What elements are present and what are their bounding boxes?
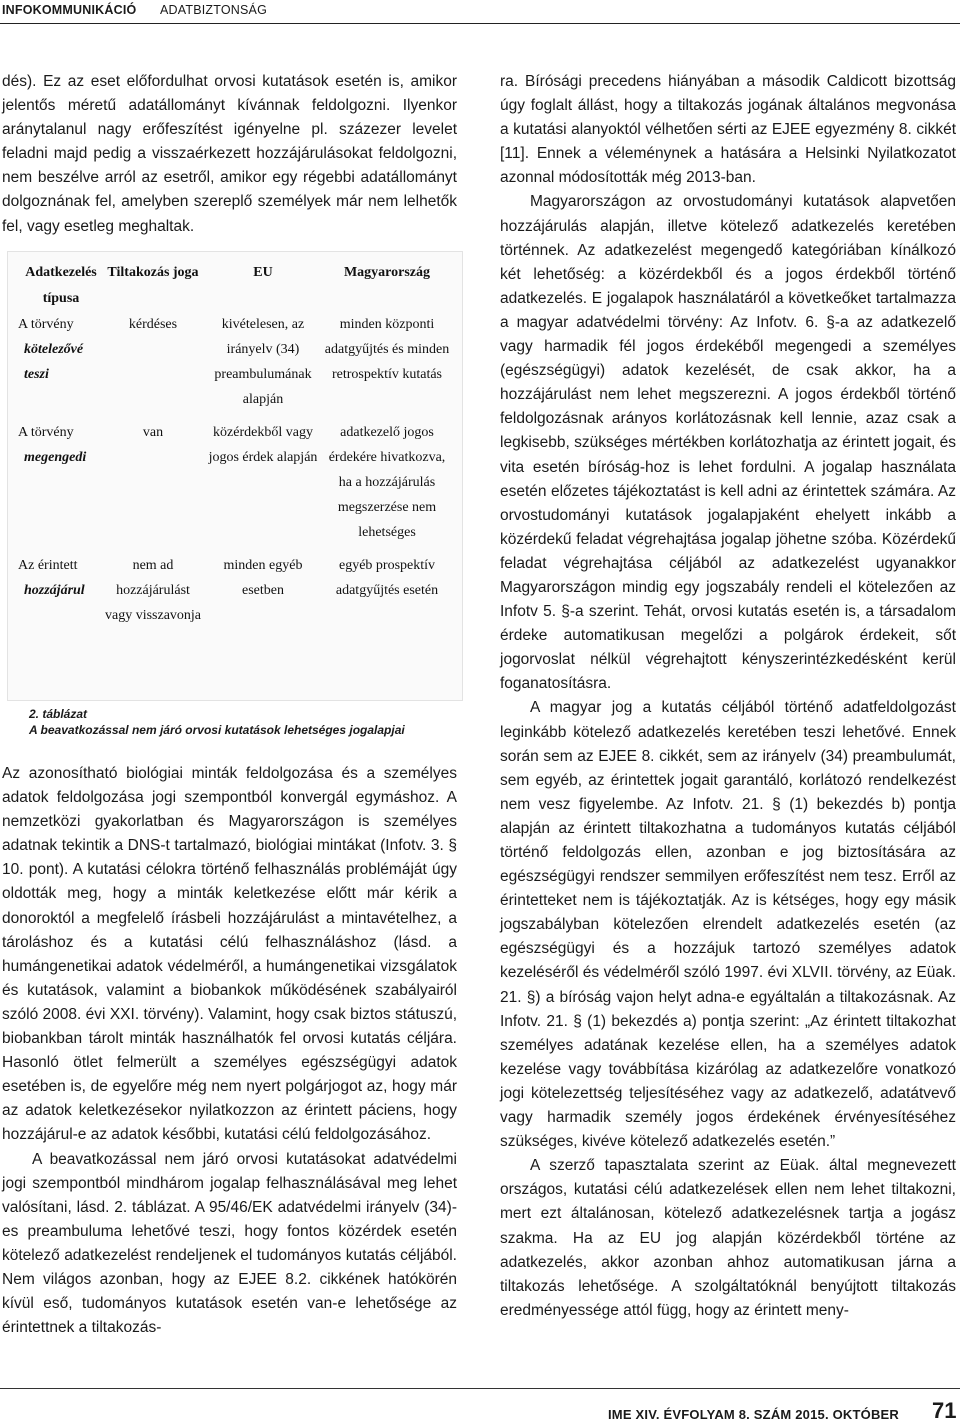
caption-title: A beavatkozással nem járó orvosi kutatások lehetséges jogalapjai bbox=[29, 723, 405, 737]
table-header-cell: Magyarország bbox=[343, 265, 431, 280]
table-row bbox=[18, 312, 450, 420]
paragraph: A beavatkozással nem járó orvosi kutatásokat adatvédelmi jogi szempontból mindhárom jogalap felhasználásával meg lehet valósítani, lásd. 2. táblázat. A 95/46/EK adatvédelmi irányelv (34)-es preambuluma lehetővé teszi, hogy fontos közérdek esetén kötelező adatkezelést rendeljenek el tudományos kutatás céljából. Nem világos azonban, hogy az EJEE 8.2. cikkének hatókörén kívül eső, tudományos kutatások esetén van-e lehetősége az érintettnek a tiltakozás- bbox=[2, 1150, 457, 1337]
table-cell: egyéb prospektív adatgyűjtés esetén bbox=[335, 558, 439, 598]
running-header bbox=[0, 0, 960, 26]
table-header-cell: Adatkezelés típusa bbox=[25, 265, 97, 306]
paragraph: Magyarországon az orvostudományi kutatások alapvetően hozzájárulás alapján, illetve kötelező adatkezelés keretében történnek. Az adatkezelést megengedő kategóriában kínálkozó két lehetőség: a közérdekből és a jogos érdekből történő adatkezelés. E jogalapok használatáról a követkeőket tartalmazza a magyar adatvédelmi törvény: Az Infotv. 6. §-a az adatkezelő vagy harmadik fél jogos érdekéből megengedi a személyes (egészségügyi) adatok kezelését, de csak akkor, ha a hozzájárulást nem lehet megszerezni. A jogos érdekből történő feldolgozásnak arányos korlátozásnak kell lennie, azaz csak a legkisebb, szükséges mértékben korlátozhatja az érintett jogait, és vita esetén bíróság-hoz is lehet fordulni. A jogalap használata esetén előzetes tájékoztatást is kell adni az érintettek számára. Az orvostudományi kutatások jogalapjaként ehelyett inkább a közérdekű feladat végrehajtása jogalap jöhetne szóba. Közérdekű feladat végrehajtása céljából az adatkezelést ugyanakkor Magyarországon mindig egy jogszabály rendeli el kötelezően az Infotv 5. §-a szerint. Tehát, orvosi kutatás esetén is, a társadalom érdeke automatikusan megelőzi a polgárok érdekeit, sőt jogorvoslat nélkül végrehajtott kényszerintézkedésként kerül foganatosításra. bbox=[500, 193, 956, 693]
left-column-bottom bbox=[2, 762, 457, 1340]
table-cell: adatkezelő jogos érdekére hivatkozva, ha a hozzájárulás megszerzése nem lehetséges bbox=[328, 425, 446, 540]
caption-number: 2. táblázat bbox=[29, 707, 88, 721]
paragraph: Az azonosítható biológiai minták feldolgozása és a személyes adatok feldolgozása jogi szempontból konvergál egymáshoz. A nemzetközi gyakorlatban és Magyarországon is személyes adatnak tekintik a DNS-t tartalmazó, biológiai mintákat (Infotv. 3. § 10. pont). A kutatási célokra történő felhasználás problémáját úgy oldották meg, hogy a minták keletkezése előtt már kérik a donoroktól a megfelelő írásbeli hozzájárulást a mintavételhez, a tároláshoz és a kutatási célú felhasználáshoz (lásd. a humángenetikai adatok védelméről, a humángenetikai vizsgálatok és kutatások, valamint a biobankok működésének szabályairól szóló 2008. évi XXI. törvény). Valamint, hogy csak biztos státuszú, biobankban tárolt minták használhatók fel orvosi kutatás céljára. Hasonló ötlet felmerült a személyes egészségügyi adatok esetében is, de egyelőre még nem nyert polgárjogot az, hogy már az adatok keletkezésekor nyilatkozzon az érintett páciens, hogy hozzájárul-e az adatok későbbi, kutatási célú feldolgozásához. bbox=[2, 765, 457, 1144]
paragraph: ra. Bírósági precedens hiányában a második Caldicott bizottság úgy foglalt állást, hogy a tiltakozás jogának általános megvonása a kutatási alanyoktól vélhetően sérti az EJEE egyezmény 8. cikkét [11]. Ennek a véleménynek a hatására a Helsinki Nyilatkozatot azonnal módosították még 2013-ban. bbox=[500, 73, 956, 187]
row-header-cell bbox=[18, 312, 104, 420]
page-number: 71 bbox=[932, 1398, 957, 1423]
paragraph: dés). Ez az eset előfordulhat orvosi kutatások esetén is, amikor jelentős méretű adatállományt kívánnak feldolgozni. Ilyenkor aránytalanul nagy erőfeszítést igényelne pl. százezer levelet feladni majd pedig a visszaérkezett hozzájárulásokat feldolgozni, nem beszélve arról az esetről, amikor egy régebbi adatállományt dolgoznának fel, amelyben szereplő személyek már nem lelhetők fel, vagy esetleg meghaltak. bbox=[2, 73, 457, 235]
table-image bbox=[7, 251, 463, 701]
row-header-line: A törvény bbox=[18, 317, 74, 332]
right-column bbox=[500, 70, 956, 1323]
table-row bbox=[18, 553, 450, 636]
table-cell: kérdéses bbox=[128, 317, 178, 332]
row-header-line: Az érintett bbox=[18, 558, 78, 573]
legal-basis-table bbox=[18, 260, 450, 636]
row-header-emphasis: hozzájárul bbox=[24, 583, 85, 598]
row-header-emphasis: kötelezővé teszi bbox=[24, 342, 84, 382]
row-header-line: A törvény bbox=[18, 425, 74, 440]
section-label: INFOKOMMUNIKÁCIÓ bbox=[2, 3, 137, 17]
row-header-cell bbox=[18, 553, 104, 636]
table-caption bbox=[29, 706, 469, 738]
table-cell: nem ad hozzájárulást vagy visszavonja bbox=[104, 558, 202, 623]
table-row bbox=[18, 420, 450, 553]
paragraph: A szerző tapasztalata szerint az Eüak. által megnevezett országos, kutatási célú adatkezelések ellen nem lehet tiltakozni, mert ezt általánosan, kötelező adatkezelésnek tartja a jogász szakma. Ha az EU jog alapján közérdekből történe az adatkezelés, akkor azonban ahhoz automatikusan járna a tiltakozás lehetősége. A szolgáltatóknál benyújtott tiltakozás eredményessége attól függ, hogy az érintett meny- bbox=[500, 1157, 956, 1319]
table-header-cell: EU bbox=[253, 265, 273, 280]
row-header-emphasis: megengedi bbox=[24, 450, 87, 465]
table-cell: minden központi adatgyűjtés és minden retrospektív kutatás bbox=[324, 317, 450, 382]
row-header-cell bbox=[18, 420, 104, 553]
table-header-row bbox=[18, 260, 450, 312]
header-rule bbox=[0, 23, 960, 24]
journal-issue: IME XIV. ÉVFOLYAM 8. SZÁM 2015. OKTÓBER bbox=[608, 1407, 899, 1422]
page-footer bbox=[0, 1388, 960, 1423]
table-cell: minden egyéb esetben bbox=[223, 558, 303, 598]
left-column-top bbox=[2, 70, 457, 239]
footer-rule bbox=[0, 1388, 960, 1389]
table-header-cell: Tiltakozás joga bbox=[107, 265, 199, 280]
table-cell: kivételesen, az irányelv (34) preambulumának alapján bbox=[214, 317, 312, 407]
table-cell: közérdekből vagy jogos érdek alapján bbox=[208, 425, 318, 465]
subsection-label: ADATBIZTONSÁG bbox=[160, 3, 268, 17]
table-cell: van bbox=[142, 425, 164, 440]
paragraph: A magyar jog a kutatás céljából történő adatfeldolgozást leginkább kötelező adatkezelés keretében teszi lehetővé. Ennek során sem az EJEE 8. cikkét, sem az irányelv (34) preambulumát, sem egyéb, az érintettek jogait garantáló, korlátozó rendelkezést nem vesz figyelembe. Az Infotv. 21. § (1) bekezdés b) pontja alapján az érintett tiltakozhatna a tudományos kutatás céljából történő feldolgozás ellen, azonban e jog biztosítására az egészségügyi rendszer semmilyen erőfeszítést nem tesz. Erről az érintetteket nem is tájékoztatják. Az is kétséges, hogy egy másik jogszabályban kötelezően elrendelt adatkezelés esetén (az egészségügyi és a hozzájuk tartozó személyes adatok kezeléséről és védelméről szóló 1997. évi XLVII. törvény, az Eüak. 21. §) a bíróság vajon helyt adna-e egyáltalán a tiltakozásnak. Az Infotv. 21. § (1) bekezdés a) pontja szerint: „Az érintett tiltakozhat személyes adatának kezelése ellen, ha a személyes adatok kezelése vagy továbbítása kizárólag az adatkezelőre vonatkozó jogi kötelezettség teljesítéséhez vagy az adatkezelő, adatátvevő vagy harmadik személy jogos érdekének érvényesítéséhez szükséges, kivéve kötelező adatkezelés esetén.” bbox=[500, 699, 956, 1151]
